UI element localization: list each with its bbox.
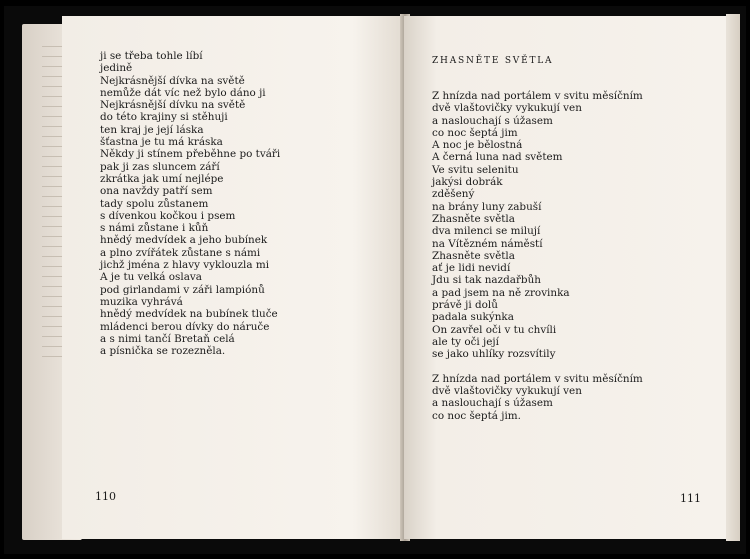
poem-line: pak ji zas sluncem září: [100, 160, 220, 173]
poem-line: On zavřel oči v tu chvíli: [432, 323, 557, 336]
poem-line: dvě vlaštovičky vykukují ven: [432, 102, 582, 115]
poem-line: muzika vyhrává: [100, 295, 183, 308]
page-number-left: 110: [95, 490, 116, 503]
poem-line: jakýsi dobrák: [432, 176, 503, 189]
right-poem: [432, 90, 643, 422]
poem-line: s námi zůstane i kůň: [100, 222, 209, 235]
poem-line: Zhasněte světla: [432, 212, 515, 225]
poem-line: právě ji dolů: [432, 299, 498, 312]
poem-line: ji se třeba tohle líbí: [100, 50, 203, 62]
poem-line: hnědý medvídek a jeho bubínek: [100, 234, 268, 247]
poem-line: ten kraj je její láska: [100, 123, 204, 136]
poem-line: na Vítězném náměstí: [432, 237, 543, 250]
poem-line: ona navždy patří sem: [100, 185, 213, 198]
right-page: [404, 16, 732, 539]
page-number-right: 111: [680, 492, 701, 505]
poem-line: co noc šeptá jim: [432, 126, 518, 139]
poem-line: hnědý medvídek na bubínek tluče: [100, 308, 278, 321]
poem-line: co noc šeptá jim.: [432, 409, 521, 422]
poem-line: Nejkrásnější dívku na světě: [100, 99, 246, 112]
poem-line: tady spolu zůstanem: [100, 197, 209, 210]
poem-line: zkrátka jak umí nejlépe: [100, 172, 224, 185]
poem-line: a naslouchají s úžasem: [432, 397, 553, 410]
poem-line: a pad jsem na ně zrovinka: [432, 286, 570, 299]
book-spread: [4, 6, 746, 554]
poem-line: se jako uhlíky rozsvítily: [432, 348, 556, 361]
poem-line: Ve svitu selenitu: [432, 163, 519, 176]
poem-line: zděšený: [432, 188, 475, 201]
poem-line: Nejkrásnější dívka na světě: [100, 74, 245, 87]
poem-line: a plno zvířátek zůstane s námi: [100, 246, 261, 259]
poem-line: s dívenkou kočkou i psem: [100, 209, 236, 222]
poem-line: na brány luny zabuší: [432, 200, 542, 213]
poem-line: Jdu si tak nazdařbůh: [432, 274, 541, 287]
stanza-break: [432, 361, 643, 373]
poem-line: A noc je bělostná: [432, 139, 523, 152]
poem-line: ale ty oči její: [432, 335, 499, 348]
poem-line: mládenci berou dívky do náruče: [100, 320, 270, 333]
poem-line: A je tu velká oslava: [100, 271, 202, 284]
poem-line: Někdy ji stínem přeběhne po tváři: [100, 148, 281, 161]
left-page: [62, 16, 404, 539]
poem-line: a naslouchají s úžasem: [432, 114, 553, 127]
poem-line: pod girlandami v záři lampiónů: [100, 283, 265, 296]
poem-line: do této krajiny si stěhuji: [100, 111, 228, 124]
poem-line: dvě vlaštovičky vykukují ven: [432, 385, 582, 398]
poem-line: a s nimi tančí Bretaň celá: [100, 332, 235, 345]
poem-line: a písnička se rozezněla.: [100, 345, 226, 358]
poem-line: jedině: [100, 62, 133, 75]
poem-title: ZHASNĚTE SVĚTLA: [432, 56, 554, 66]
poem-line: Z hnízda nad portálem v svitu měsíčním: [432, 90, 643, 102]
page-stack-edge: [726, 14, 740, 541]
poem-line: A černá luna nad světem: [432, 151, 563, 164]
poem-line: dva milenci se milují: [432, 225, 541, 238]
left-poem: [100, 50, 280, 357]
poem-line: Zhasněte světla: [432, 249, 515, 262]
poem-line: ať je lidi nevidí: [432, 262, 511, 275]
poem-line: jichž jména z hlavy vyklouzla mi: [100, 259, 270, 272]
poem-line: padala sukýnka: [432, 311, 514, 324]
poem-line: nemůže dát víc než bylo dáno ji: [100, 86, 266, 99]
poem-line: šťastna je tu má kráska: [100, 136, 223, 149]
poem-line: Z hnízda nad portálem v svitu měsíčním: [432, 372, 643, 385]
